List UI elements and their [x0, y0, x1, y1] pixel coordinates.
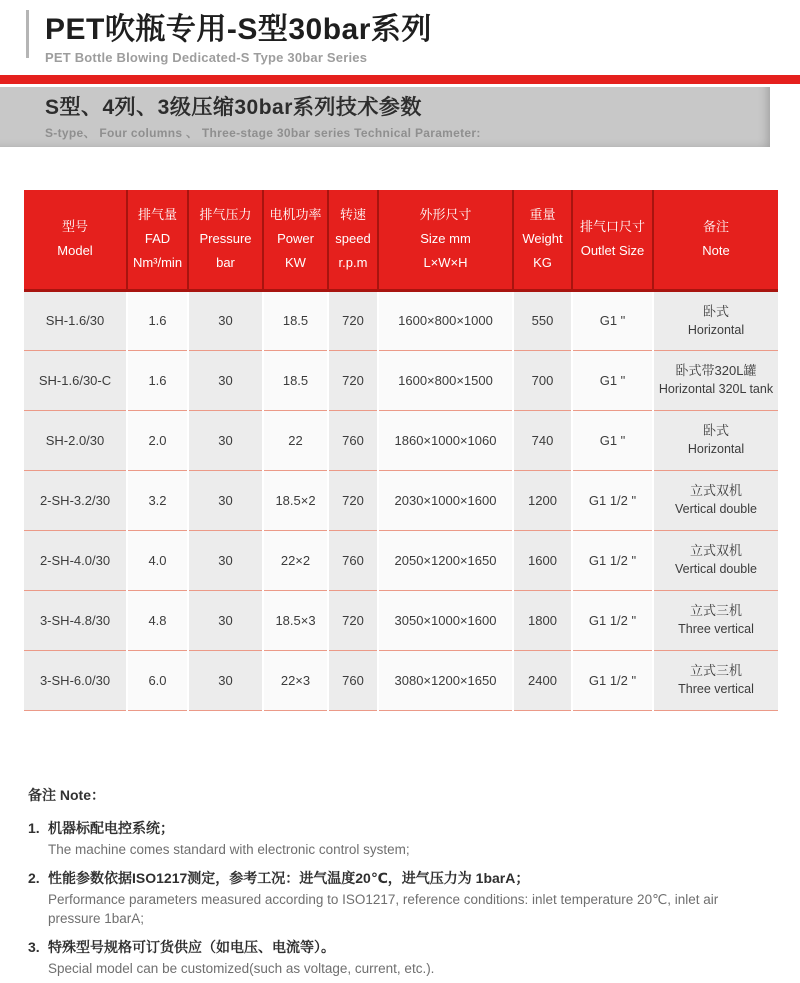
header-line-en: Note [702, 243, 730, 259]
cell-speed: 760 [328, 530, 378, 590]
header-line-unit: r.p.m [338, 255, 368, 271]
notes-heading: 备注 Note： [28, 786, 105, 803]
spec-table [24, 190, 778, 711]
col-header-pressure [188, 190, 263, 290]
cell-pressure: 30 [188, 290, 263, 350]
header-line-unit: bar [216, 255, 235, 271]
note-cn: 卧式 [702, 303, 729, 319]
table-row [24, 290, 778, 350]
header-line-cn: 转速 [339, 207, 366, 223]
cell-outlet: G1 " [572, 350, 653, 410]
header-line-cn: 电机功率 [269, 207, 322, 223]
note-cn: 立式三机 [689, 663, 742, 678]
note-text-en: Performance parameters measured according to ISO1217, reference conditions: inlet temperature 20℃, inlet air pressure 1barA; [48, 891, 719, 926]
cell-model: SH-1.6/30 [24, 290, 127, 350]
cell-pressure: 30 [188, 530, 263, 590]
page-subtitle: PET Bottle Blowing Dedicated-S Type 30bar Series [45, 50, 368, 65]
section-banner [0, 87, 770, 147]
header-line-cn: 排气量 [137, 207, 177, 223]
spec-table-header [24, 190, 778, 290]
cell-speed: 720 [328, 590, 378, 650]
header-line-unit: Nm³/min [132, 255, 183, 271]
header-line-unit: KG [533, 255, 552, 271]
cell-size: 1600×800×1000 [378, 290, 513, 350]
cell-speed: 720 [328, 290, 378, 350]
cell-speed: 720 [328, 350, 378, 410]
cell-size: 1600×800×1500 [378, 350, 513, 410]
note-cn: 卧式 [702, 423, 729, 438]
section-title-cn: S型、4列、3级压缩30bar系列技术参数 [45, 96, 422, 119]
cell-size: 1860×1000×1060 [378, 410, 513, 470]
cell-size: 3050×1000×1600 [378, 590, 513, 650]
note-number: 3. [28, 938, 40, 955]
cell-note [653, 650, 778, 710]
cell-speed: 720 [328, 470, 378, 530]
cell-weight: 550 [513, 290, 572, 350]
table-row [24, 470, 778, 530]
cell-power: 22×2 [263, 530, 328, 590]
cell-outlet: G1 1/2 " [572, 590, 653, 650]
section-title-en: S-type、 Four columns 、 Three-stage 30bar series Technical Parameter: [45, 126, 481, 140]
note-en: Vertical double [674, 562, 757, 576]
cell-speed: 760 [328, 410, 378, 470]
cell-power: 18.5 [263, 290, 328, 350]
cell-outlet: G1 1/2 " [572, 650, 653, 710]
note-text-en: Special model can be customized(such as voltage, current, etc.). [48, 960, 435, 976]
cell-note [653, 590, 778, 650]
cell-note [653, 410, 778, 470]
col-header-model [24, 190, 127, 290]
cell-note [653, 470, 778, 530]
cell-power: 18.5×3 [263, 590, 328, 650]
cell-pressure: 30 [188, 350, 263, 410]
cell-note [653, 290, 778, 350]
cell-weight: 1800 [513, 590, 572, 650]
cell-power: 18.5×2 [263, 470, 328, 530]
note-cn: 立式三机 [689, 603, 742, 618]
cell-weight: 740 [513, 410, 572, 470]
note-en: Three vertical [678, 682, 754, 696]
notes-section [28, 785, 770, 978]
cell-fad: 4.8 [127, 590, 188, 650]
cell-model: 3-SH-4.8/30 [24, 590, 127, 650]
header-line-cn: 排气压力 [199, 207, 252, 223]
note-text-cn: 机器标配电控系统； [48, 819, 174, 836]
note-en: Horizontal 320L tank [658, 382, 774, 396]
note-item [28, 938, 770, 978]
col-header-note [653, 190, 778, 290]
table-row [24, 410, 778, 470]
col-header-size [378, 190, 513, 290]
title-accent-rule [26, 10, 29, 58]
note-number: 2. [28, 869, 40, 886]
cell-pressure: 30 [188, 470, 263, 530]
header-line-en: FAD [144, 231, 171, 247]
header-line-en: Weight [522, 231, 563, 247]
header-line-unit: KW [285, 255, 306, 271]
red-divider-bar [0, 75, 800, 84]
cell-outlet: G1 1/2 " [572, 470, 653, 530]
note-en: Horizontal [687, 442, 745, 456]
cell-fad: 3.2 [127, 470, 188, 530]
note-text-cn: 性能参数依据ISO1217测定，参考工况：进气温度20℃，进气压力为 1barA； [48, 869, 530, 886]
note-cn: 立式双机 [689, 543, 742, 558]
note-text-cn: 特殊型号规格可订货供应（如电压、电流等）。 [48, 938, 335, 955]
col-header-outlet [572, 190, 653, 290]
header-line-en: speed [335, 231, 371, 247]
cell-power: 22 [263, 410, 328, 470]
cell-note [653, 350, 778, 410]
note-item [28, 869, 770, 928]
header-line-cn: 型号 [61, 219, 88, 235]
cell-weight: 1200 [513, 470, 572, 530]
cell-outlet: G1 " [572, 290, 653, 350]
cell-size: 2050×1200×1650 [378, 530, 513, 590]
header-line-en: Size mm [420, 231, 471, 247]
spec-table-container [24, 190, 778, 711]
table-row [24, 590, 778, 650]
cell-fad: 4.0 [127, 530, 188, 590]
header-line-en: Pressure [199, 231, 252, 247]
cell-weight: 1600 [513, 530, 572, 590]
note-text-en: The machine comes standard with electronic control system; [48, 841, 410, 857]
cell-fad: 2.0 [127, 410, 188, 470]
cell-model: 3-SH-6.0/30 [24, 650, 127, 710]
cell-model: 2-SH-4.0/30 [24, 530, 127, 590]
col-header-weight [513, 190, 572, 290]
table-row [24, 650, 778, 710]
cell-model: SH-2.0/30 [24, 410, 127, 470]
cell-fad: 1.6 [127, 290, 188, 350]
cell-pressure: 30 [188, 410, 263, 470]
header-line-cn: 备注 [702, 219, 729, 235]
spec-table-body [24, 290, 778, 710]
header-line-cn: 重量 [529, 207, 556, 223]
cell-weight: 700 [513, 350, 572, 410]
header-line-en: Outlet Size [580, 243, 645, 259]
cell-power: 18.5 [263, 350, 328, 410]
table-row [24, 530, 778, 590]
header-line-en: Model [57, 243, 93, 259]
cell-weight: 2400 [513, 650, 572, 710]
page-title: PET吹瓶专用-S型30bar系列 [45, 13, 432, 46]
cell-fad: 1.6 [127, 350, 188, 410]
cell-model: 2-SH-3.2/30 [24, 470, 127, 530]
note-item [28, 819, 770, 859]
header-line-unit: L×W×H [423, 255, 468, 271]
cell-power: 22×3 [263, 650, 328, 710]
cell-note [653, 530, 778, 590]
header-line-en: Power [277, 231, 314, 247]
cell-model: SH-1.6/30-C [24, 350, 127, 410]
col-header-speed [328, 190, 378, 290]
note-cn: 立式双机 [689, 483, 742, 498]
cell-pressure: 30 [188, 650, 263, 710]
table-row [24, 350, 778, 410]
note-en: Three vertical [678, 622, 754, 636]
note-number: 1. [28, 819, 40, 836]
header-line-cn: 排气口尺寸 [579, 219, 645, 235]
note-en: Horizontal [687, 322, 745, 337]
cell-outlet: G1 1/2 " [572, 530, 653, 590]
col-header-power [263, 190, 328, 290]
note-en: Vertical double [674, 502, 757, 516]
col-header-fad [127, 190, 188, 290]
header-line-cn: 外形尺寸 [419, 207, 472, 223]
cell-size: 2030×1000×1600 [378, 470, 513, 530]
note-cn: 卧式带320L罐 [675, 363, 757, 378]
cell-outlet: G1 " [572, 410, 653, 470]
cell-speed: 760 [328, 650, 378, 710]
document-header [0, 0, 800, 75]
cell-fad: 6.0 [127, 650, 188, 710]
cell-pressure: 30 [188, 590, 263, 650]
cell-size: 3080×1200×1650 [378, 650, 513, 710]
